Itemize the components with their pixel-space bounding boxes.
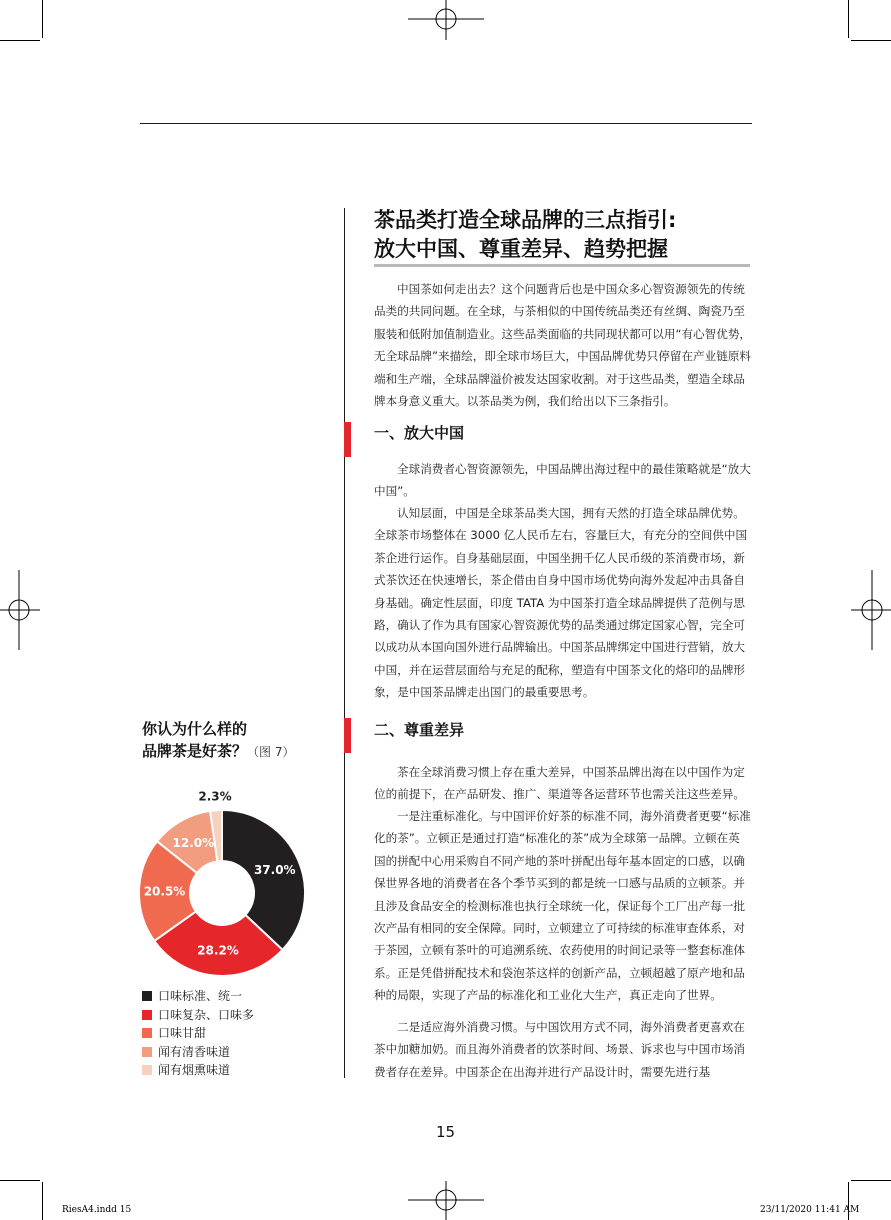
crop-mark-bl-h (0, 1180, 40, 1181)
registration-mark-right (851, 570, 891, 650)
section2-accent-bar (344, 718, 351, 753)
crop-mark-tr-h (851, 40, 891, 41)
legend-label-5: 闻有烟熏味道 (158, 1063, 231, 1077)
registration-mark-top (408, 0, 484, 40)
legend-swatch-1 (142, 991, 152, 1001)
legend-label-4: 闻有清香味道 (158, 1044, 231, 1059)
donut-label-2: 28.2% (197, 943, 239, 958)
legend-item-3 (142, 1024, 342, 1043)
donut-label-3: 20.5% (143, 884, 186, 899)
figure-ref: （图 7） (247, 745, 295, 759)
crop-mark-bl-v (42, 1182, 43, 1220)
chart-title-line1: 你认为什么样的 (142, 720, 248, 738)
section1-paragraph2: 认知层面，中国是全球茶品类大国，拥有天然的打造全球品牌优势。全球茶市场整体在 3000 亿人民币左右，容量巨大，有充分的空间供中国茶企进行运作。自身基础层面，中国坐拥千亿人民币级的茶消费市场，新式茶饮还在快速增长，茶企借由自身中国市场优势向海外发起冲击具备自身基础。确定性层面，印度 TATA 为中国茶打造全球品牌提供了范例与思路，确认了作为具有国家心智资源优势的品类通过绑定国家心智，完全可以成功从本国向国外进行品牌输出。中国茶品牌绑定中国进行营销，放大中国，并在运营层面给与充足的配称，塑造有中国茶文化的烙印的品牌形象，是中国茶品牌走出国门的最重要思考。 (374, 506, 748, 700)
legend-swatch-5 (142, 1065, 152, 1075)
section2-heading: 二、尊重差异 (374, 721, 465, 739)
donut-label-4: 12.0% (172, 836, 215, 851)
legend-item-2 (142, 1006, 342, 1025)
crop-mark-tl-v (42, 0, 43, 38)
slug-date: 23/11/2020 11:41 AM (760, 1205, 860, 1215)
crop-mark-tl-h (0, 40, 40, 41)
section1-paragraph1: 全球消费者心智资源领先，中国品牌出海过程中的最佳策略就是“放大中国”。 (374, 462, 751, 499)
section2-paragraph1: 茶在全球消费习惯上存在重大差异，中国茶品牌出海在以中国作为定位的前提下，在产品研发、推广、渠道等各运营环节也需关注这些差异。 (374, 765, 746, 802)
article-title (374, 206, 754, 264)
legend-swatch-4 (142, 1047, 152, 1057)
legend-item-4 (142, 1043, 342, 1062)
chart-title-line2: 品牌茶是好茶？ (142, 742, 248, 760)
legend-item-1 (142, 987, 342, 1006)
donut-chart (140, 780, 320, 985)
registration-mark-left (0, 570, 40, 650)
legend-label-2: 口味复杂、口味多 (158, 1007, 255, 1022)
page-number: 15 (435, 1123, 456, 1141)
chart-legend (142, 987, 342, 1080)
crop-mark-tr-v (848, 0, 849, 38)
slug-file: RiesA4.indd 15 (62, 1205, 132, 1215)
registration-mark-bottom (408, 1181, 484, 1220)
legend-item-5 (142, 1061, 342, 1080)
crop-mark-br-h (851, 1180, 891, 1181)
title-underline (374, 264, 750, 267)
article-title-line1: 茶品类打造全球品牌的三点指引: (374, 208, 677, 232)
column-divider (344, 208, 345, 1078)
section2-paragraph2: 一是注重标准化。与中国评价好茶的标准不同，海外消费者更要“标准化的茶”。立顿正是通过打造“标准化的茶”成为全球第一品牌。立顿在英国的拼配中心用采购自不同产地的茶叶拼配出每年基本固定的口感，以确保世界各地的消费者在各个季节买到的都是统一口感与品质的立顿茶。并且涉及食品安全的检测标准也执行全球统一化，保证每个工厂出产每一批次产品有相同的安全保障。同时，立顿建立了可持续的标准审查体系，对于茶园，立顿有茶叶的可追溯系统、农药使用的时间记录等一整套标准体系。正是凭借拼配技术和袋泡茶这样的创新产品，立顿超越了原产地和品种的局限，实现了产品的标准化和工业化大生产，真正走向了世界。 (374, 809, 751, 1003)
section1-accent-bar (344, 422, 351, 457)
intro-paragraph: 中国茶如何走出去？这个问题背后也是中国众多心智资源领先的传统品类的共同问题。在全球，与茶相似的中国传统品类还有丝绸、陶瓷乃至服装和低附加值制造业。这些品类面临的共同现状都可以用“有心智优势，无全球品牌”来描绘，即全球市场巨大，中国品牌优势只停留在产业链原料端和生产端，全球品牌溢价被发达国家收割。对于这些品类，塑造全球品牌本身意义重大。以茶品类为例，我们给出以下三条指引。 (374, 282, 752, 409)
donut-label-1: 37.0% (253, 863, 296, 878)
section1-heading: 一、放大中国 (374, 424, 465, 442)
legend-label-3: 口味甘甜 (158, 1026, 207, 1040)
chart-title (142, 718, 342, 763)
header-rule (140, 123, 752, 124)
donut-label-5: 2.3% (198, 789, 232, 804)
legend-label-1: 口味标准、统一 (158, 989, 243, 1003)
section2-paragraph3: 二是适应海外消费习惯。与中国饮用方式不同，海外消费者更喜欢在茶中加糖加奶。而且海外消费者的饮茶时间、场景、诉求也与中国市场消费者存在差异。中国茶企在出海并进行产品设计时，需要先进行基 (374, 1020, 746, 1079)
legend-swatch-2 (142, 1010, 152, 1020)
article-title-line2: 放大中国、尊重差异、趋势把握 (374, 237, 668, 261)
legend-swatch-3 (142, 1028, 152, 1038)
